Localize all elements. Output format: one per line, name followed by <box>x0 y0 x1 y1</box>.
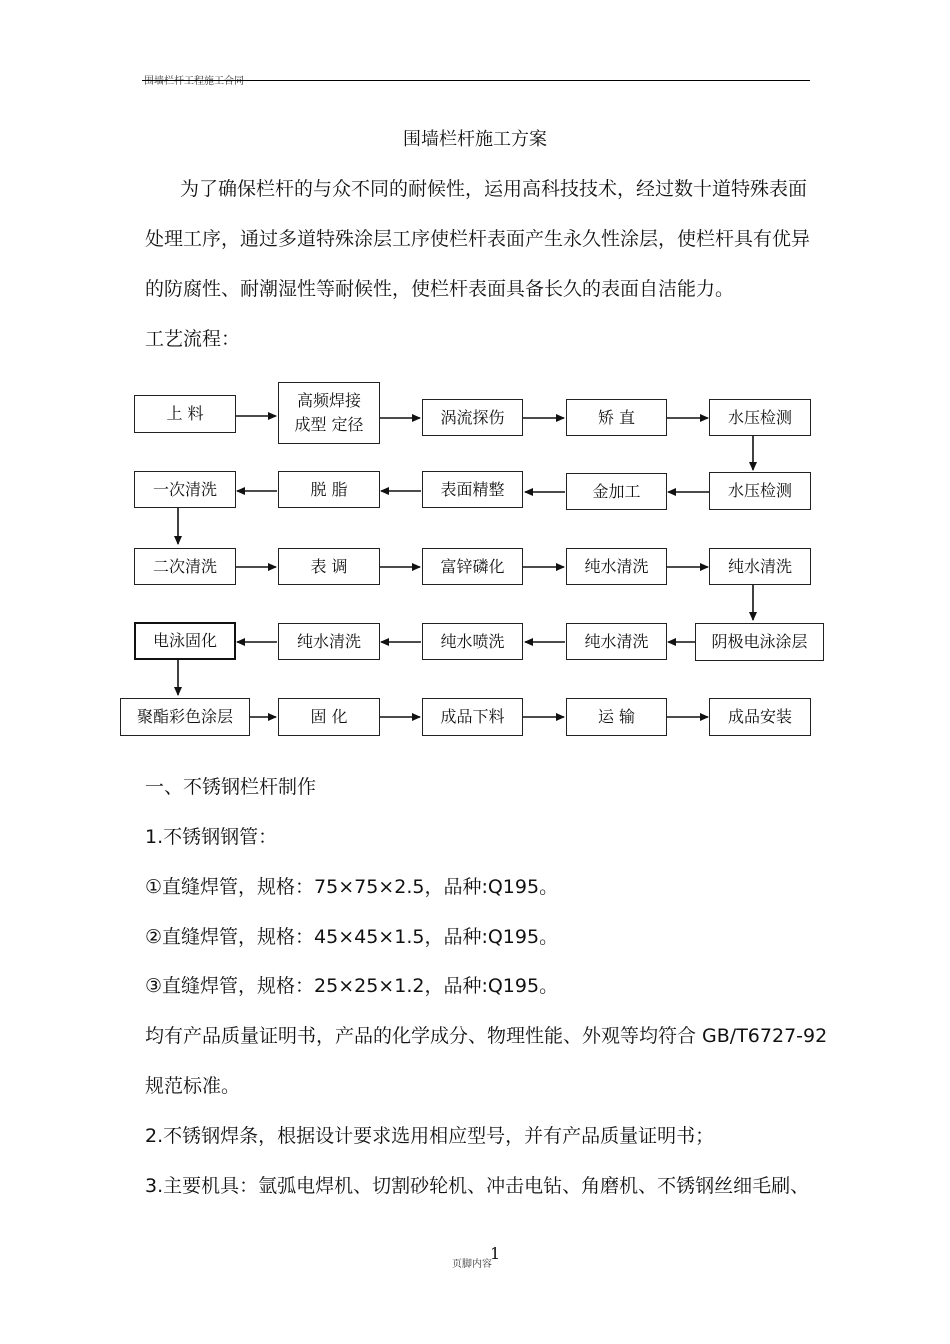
pipe-spec-1: ①直缝焊管，规格：75×75×2.5，品种:Q195。 <box>145 876 559 898</box>
tools-line: 3.主要机具：氩弧电焊机、切割砂轮机、冲击电钻、角磨机、不锈钢丝细毛刷、 <box>145 1175 810 1197</box>
flow-step-zinc-phosphating: 富锌磷化 <box>422 548 523 585</box>
flow-step-electrocoat-curing: 电泳固化 <box>134 622 236 660</box>
flow-step-surface-finish: 表面精整 <box>422 471 523 508</box>
flow-step-cutting: 成品下料 <box>422 698 523 736</box>
process-heading: 工艺流程： <box>145 328 241 350</box>
flow-step-pure-water-wash-3: 纯水清洗 <box>566 623 667 660</box>
flow-step-pure-water-spray: 纯水喷洗 <box>422 623 523 660</box>
flow-step-polyester-coating: 聚酯彩色涂层 <box>120 698 250 736</box>
flow-step-degreasing: 脱 脂 <box>278 471 380 508</box>
flow-step-second-wash: 二次清洗 <box>134 548 236 585</box>
intro-line-1: 为了确保栏杆的与众不同的耐候性，运用高科技技术，经过数十道特殊表面 <box>180 178 808 200</box>
flow-step-eddy-current: 涡流探伤 <box>422 399 523 436</box>
welding-rod-line: 2.不锈钢焊条，根据设计要求选用相应型号，并有产品质量证明书； <box>145 1125 715 1147</box>
flow-step-machining: 金加工 <box>566 473 667 510</box>
flow-step-hf-welding: 高频焊接 成型 定径 <box>278 382 380 444</box>
flow-step-first-wash: 一次清洗 <box>134 471 236 508</box>
flow-step-cathodic-electrocoat: 阴极电泳涂层 <box>695 623 824 661</box>
page-number: 1 <box>490 1244 501 1263</box>
flow-step-pure-water-wash-4: 纯水清洗 <box>278 623 380 660</box>
flow-step-conditioning: 表 调 <box>278 548 380 585</box>
pipe-spec-2: ②直缝焊管，规格：45×45×1.5，品种:Q195。 <box>145 926 559 948</box>
intro-line-3: 的防腐性、耐潮湿性等耐候性，使栏杆表面具备长久的表面自洁能力。 <box>145 278 735 300</box>
flow-step-feeding: 上 料 <box>134 395 236 433</box>
intro-line-2: 处理工序，通过多道特殊涂层工序使栏杆表面产生永久性涂层，使栏杆具有优异 <box>145 228 811 250</box>
running-header: 围墙栏杆工程施工合同 <box>144 76 244 87</box>
flow-step-pressure-test-1: 水压检测 <box>709 399 811 436</box>
document-title: 围墙栏杆施工方案 <box>403 129 547 150</box>
flow-step-transport: 运 输 <box>566 698 667 736</box>
flow-step-straightening: 矫 直 <box>566 399 667 436</box>
flow-step-curing: 固 化 <box>278 698 380 736</box>
certificate-line-1: 均有产品质量证明书，产品的化学成分、物理性能、外观等均符合 GB/T6727-92 <box>145 1025 828 1047</box>
flow-step-pressure-test-2: 水压检测 <box>709 472 811 510</box>
pipe-spec-3: ③直缝焊管，规格：25×25×1.2，品种:Q195。 <box>145 975 559 997</box>
flow-step-pure-water-wash-1: 纯水清洗 <box>566 548 667 585</box>
footer-label: 页脚内容 <box>452 1259 492 1270</box>
certificate-line-2: 规范标准。 <box>145 1075 241 1097</box>
flow-step-pure-water-wash-2: 纯水清洗 <box>709 548 811 585</box>
flow-step-installation: 成品安装 <box>709 698 811 736</box>
pipe-heading: 1.不锈钢钢管： <box>145 826 278 848</box>
section-heading: 一、不锈钢栏杆制作 <box>145 776 317 798</box>
